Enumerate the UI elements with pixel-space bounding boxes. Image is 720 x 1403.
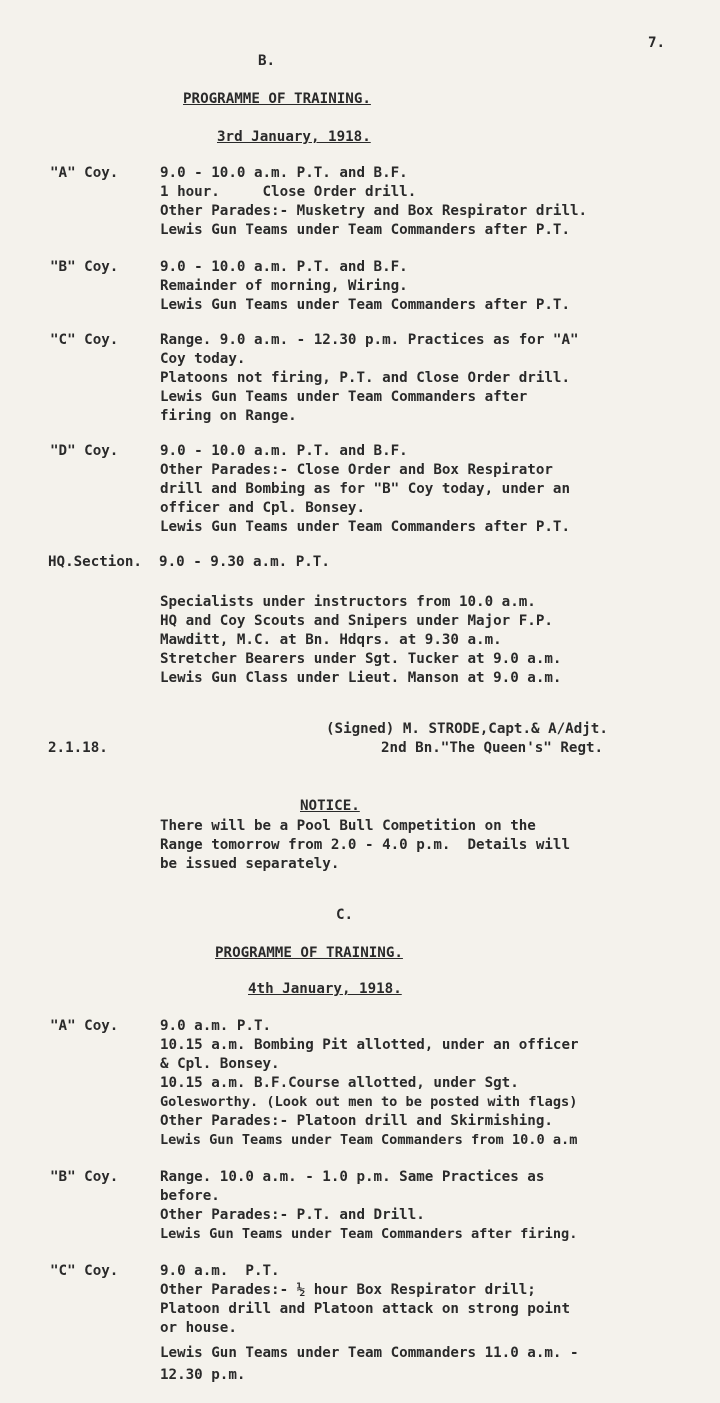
b-c-coy-line: firing on Range. — [160, 408, 297, 424]
c-b-coy-line: before. — [160, 1188, 220, 1204]
b-b-coy-line: Lewis Gun Teams under Team Commanders after P.T. — [160, 297, 570, 313]
b-d-coy-line: 9.0 - 10.0 a.m. P.T. and B.F. — [160, 443, 408, 459]
b-d-coy-label: "D" Coy. — [50, 443, 119, 459]
c-c-coy-line: 9.0 a.m. P.T. — [160, 1263, 280, 1279]
section-b-date: 3rd January, 1918. — [217, 129, 371, 145]
b-a-coy-line: Other Parades:- Musketry and Box Respirator drill. — [160, 203, 588, 219]
b-c-coy-line: Platoons not firing, P.T. and Close Order drill. — [160, 370, 570, 386]
section-c-title: PROGRAMME OF TRAINING. — [215, 945, 403, 961]
specialists-line: Mawditt, M.C. at Bn. Hdqrs. at 9.30 a.m. — [160, 632, 502, 648]
c-a-coy-label: "A" Coy. — [50, 1018, 119, 1034]
c-a-coy-line: Golesworthy. (Look out men to be posted with flags) — [160, 1094, 578, 1110]
b-c-coy-line: Lewis Gun Teams under Team Commanders after — [160, 389, 528, 405]
specialists-line: Lewis Gun Class under Lieut. Manson at 9.0 a.m. — [160, 670, 562, 686]
c-a-coy-line: Other Parades:- Platoon drill and Skirmishing. — [160, 1113, 553, 1129]
sign-date: 2.1.18. — [48, 740, 108, 756]
section-b-title: PROGRAMME OF TRAINING. — [183, 91, 371, 107]
specialists-line: Stretcher Bearers under Sgt. Tucker at 9.0 a.m. — [160, 651, 562, 667]
notice-line: be issued separately. — [160, 856, 340, 872]
b-c-coy-line: Range. 9.0 a.m. - 12.30 p.m. Practices as for "A" — [160, 332, 579, 348]
c-c-coy-label: "C" Coy. — [50, 1263, 119, 1279]
c-c-coy-line: 12.30 p.m. — [160, 1367, 246, 1383]
c-a-coy-line: 9.0 a.m. P.T. — [160, 1018, 272, 1034]
specialists-line: Specialists under instructors from 10.0 a.m. — [160, 594, 536, 610]
b-d-coy-line: officer and Cpl. Bonsey. — [160, 500, 365, 516]
b-c-coy-line: Coy today. — [160, 351, 246, 367]
c-c-coy-line: Platoon drill and Platoon attack on strong point — [160, 1301, 570, 1317]
c-b-coy-line: Range. 10.0 a.m. - 1.0 p.m. Same Practices as — [160, 1169, 545, 1185]
section-b-letter: B. — [258, 53, 276, 69]
c-b-coy-line: Lewis Gun Teams under Team Commanders after firing. — [160, 1226, 578, 1242]
c-c-coy-line: Other Parades:- ½ hour Box Respirator drill; — [160, 1282, 536, 1298]
c-b-coy-line: Other Parades:- P.T. and Drill. — [160, 1207, 425, 1223]
b-b-coy-label: "B" Coy. — [50, 259, 119, 275]
b-b-coy-line: 9.0 - 10.0 a.m. P.T. and B.F. — [160, 259, 408, 275]
notice-line: There will be a Pool Bull Competition on the — [160, 818, 536, 834]
b-d-coy-line: drill and Bombing as for "B" Coy today, under an — [160, 481, 570, 497]
b-d-coy-line: Lewis Gun Teams under Team Commanders after P.T. — [160, 519, 570, 535]
specialists-line: HQ and Coy Scouts and Snipers under Major F.P. — [160, 613, 553, 629]
section-c-letter: C. — [336, 907, 354, 923]
b-a-coy-line: Lewis Gun Teams under Team Commanders after P.T. — [160, 222, 570, 238]
b-a-coy-line: 9.0 - 10.0 a.m. P.T. and B.F. — [160, 165, 408, 181]
b-c-coy-label: "C" Coy. — [50, 332, 119, 348]
b-a-coy-line: 1 hour. Close Order drill. — [160, 184, 417, 200]
section-c-date: 4th January, 1918. — [248, 981, 402, 997]
c-c-coy-line: or house. — [160, 1320, 237, 1336]
c-a-coy-line: Lewis Gun Teams under Team Commanders from 10.0 a.m — [160, 1132, 578, 1148]
hq-section-line: HQ.Section. 9.0 - 9.30 a.m. P.T. — [48, 554, 330, 570]
c-a-coy-line: & Cpl. Bonsey. — [160, 1056, 280, 1072]
page-number: 7. — [648, 35, 666, 51]
b-b-coy-line: Remainder of morning, Wiring. — [160, 278, 408, 294]
notice-title: NOTICE. — [300, 798, 360, 814]
c-a-coy-line: 10.15 a.m. B.F.Course allotted, under Sgt. — [160, 1075, 519, 1091]
b-a-coy-label: "A" Coy. — [50, 165, 119, 181]
c-a-coy-line: 10.15 a.m. Bombing Pit allotted, under an officer — [160, 1037, 579, 1053]
b-d-coy-line: Other Parades:- Close Order and Box Respirator — [160, 462, 553, 478]
c-c-coy-line: Lewis Gun Teams under Team Commanders 11.0 a.m. - — [160, 1345, 579, 1361]
notice-line: Range tomorrow from 2.0 - 4.0 p.m. Details will — [160, 837, 570, 853]
signature-line: (Signed) M. STRODE,Capt.& A/Adjt. — [326, 721, 608, 737]
c-b-coy-label: "B" Coy. — [50, 1169, 119, 1185]
signature-unit: 2nd Bn."The Queen's" Regt. — [381, 740, 604, 756]
